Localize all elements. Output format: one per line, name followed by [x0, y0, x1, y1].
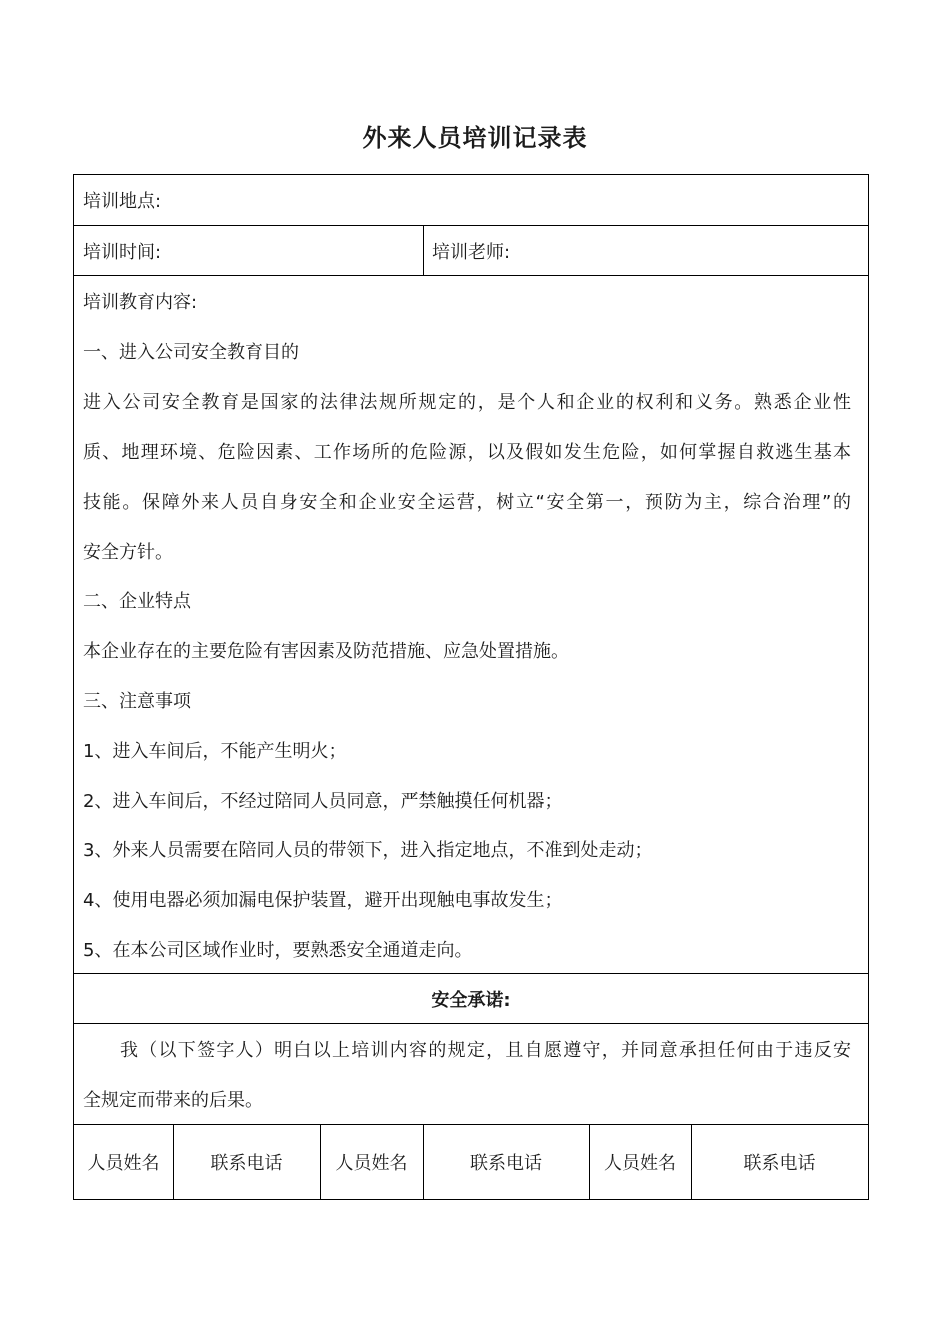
training-record-form [73, 174, 869, 1200]
phone-header-2: 联系电话 [470, 1153, 542, 1174]
teacher-label: 培训老师: [432, 241, 511, 263]
section3-title: 三、注意事项 [83, 691, 191, 712]
content-heading: 培训教育内容: [83, 292, 198, 313]
promise-title: 安全承诺: [431, 989, 511, 1011]
name-header-3: 人员姓名 [604, 1153, 676, 1174]
training-content-section [74, 276, 868, 974]
promise-line-1: 我（以下签字人）明白以上培训内容的规定，且自愿遵守，并同意承担任何由于违反安 [120, 1040, 851, 1061]
section1-line-1: 进入公司安全教育是国家的法律法规所规定的，是个人和企业的权利和义务。熟悉企业性 [83, 392, 851, 413]
section1-line-3: 技能。保障外来人员自身安全和企业安全运营，树立“安全第一，预防为主，综合治理”的 [83, 492, 851, 513]
rule-item: 3、外来人员需要在陪同人员的带领下，进入指定地点，不准到处走动； [83, 840, 653, 861]
name-header-2: 人员姓名 [335, 1153, 408, 1174]
page-title: 外来人员培训记录表 [362, 124, 588, 152]
rule-item: 1、进入车间后，不能产生明火； [83, 741, 347, 762]
phone-header-3: 联系电话 [743, 1153, 816, 1174]
time-field[interactable] [74, 226, 423, 275]
time-teacher-row [74, 226, 868, 276]
location-row [74, 175, 868, 226]
section1-line-4: 安全方针。 [83, 542, 173, 563]
section2-title: 二、企业特点 [83, 591, 191, 612]
rule-item: 4、使用电器必须加漏电保护装置，避开出现触电事故发生； [83, 890, 563, 911]
signature-header-row [74, 1125, 868, 1199]
section1-title: 一、进入公司安全教育目的 [83, 342, 299, 363]
rule-item: 2、进入车间后，不经过陪同人员同意，严禁触摸任何机器； [83, 791, 563, 812]
section2-text: 本企业存在的主要危险有害因素及防范措施、应急处置措施。 [83, 641, 569, 662]
location-label: 培训地点: [83, 191, 162, 212]
section1-line-2: 质、地理环境、危险因素、工作场所的危险源，以及假如发生危险，如何掌握自救逃生基本 [83, 442, 851, 463]
promise-line-2: 全规定而带来的后果。 [83, 1090, 263, 1111]
phone-header-1: 联系电话 [210, 1153, 283, 1174]
time-label: 培训时间: [83, 241, 162, 263]
name-header-1: 人员姓名 [87, 1153, 160, 1174]
promise-text-row [74, 1024, 868, 1125]
rule-item: 5、在本公司区域作业时，要熟悉安全通道走向。 [83, 940, 473, 961]
teacher-field[interactable] [423, 226, 868, 275]
promise-title-row [74, 974, 868, 1024]
location-field[interactable] [74, 175, 868, 225]
